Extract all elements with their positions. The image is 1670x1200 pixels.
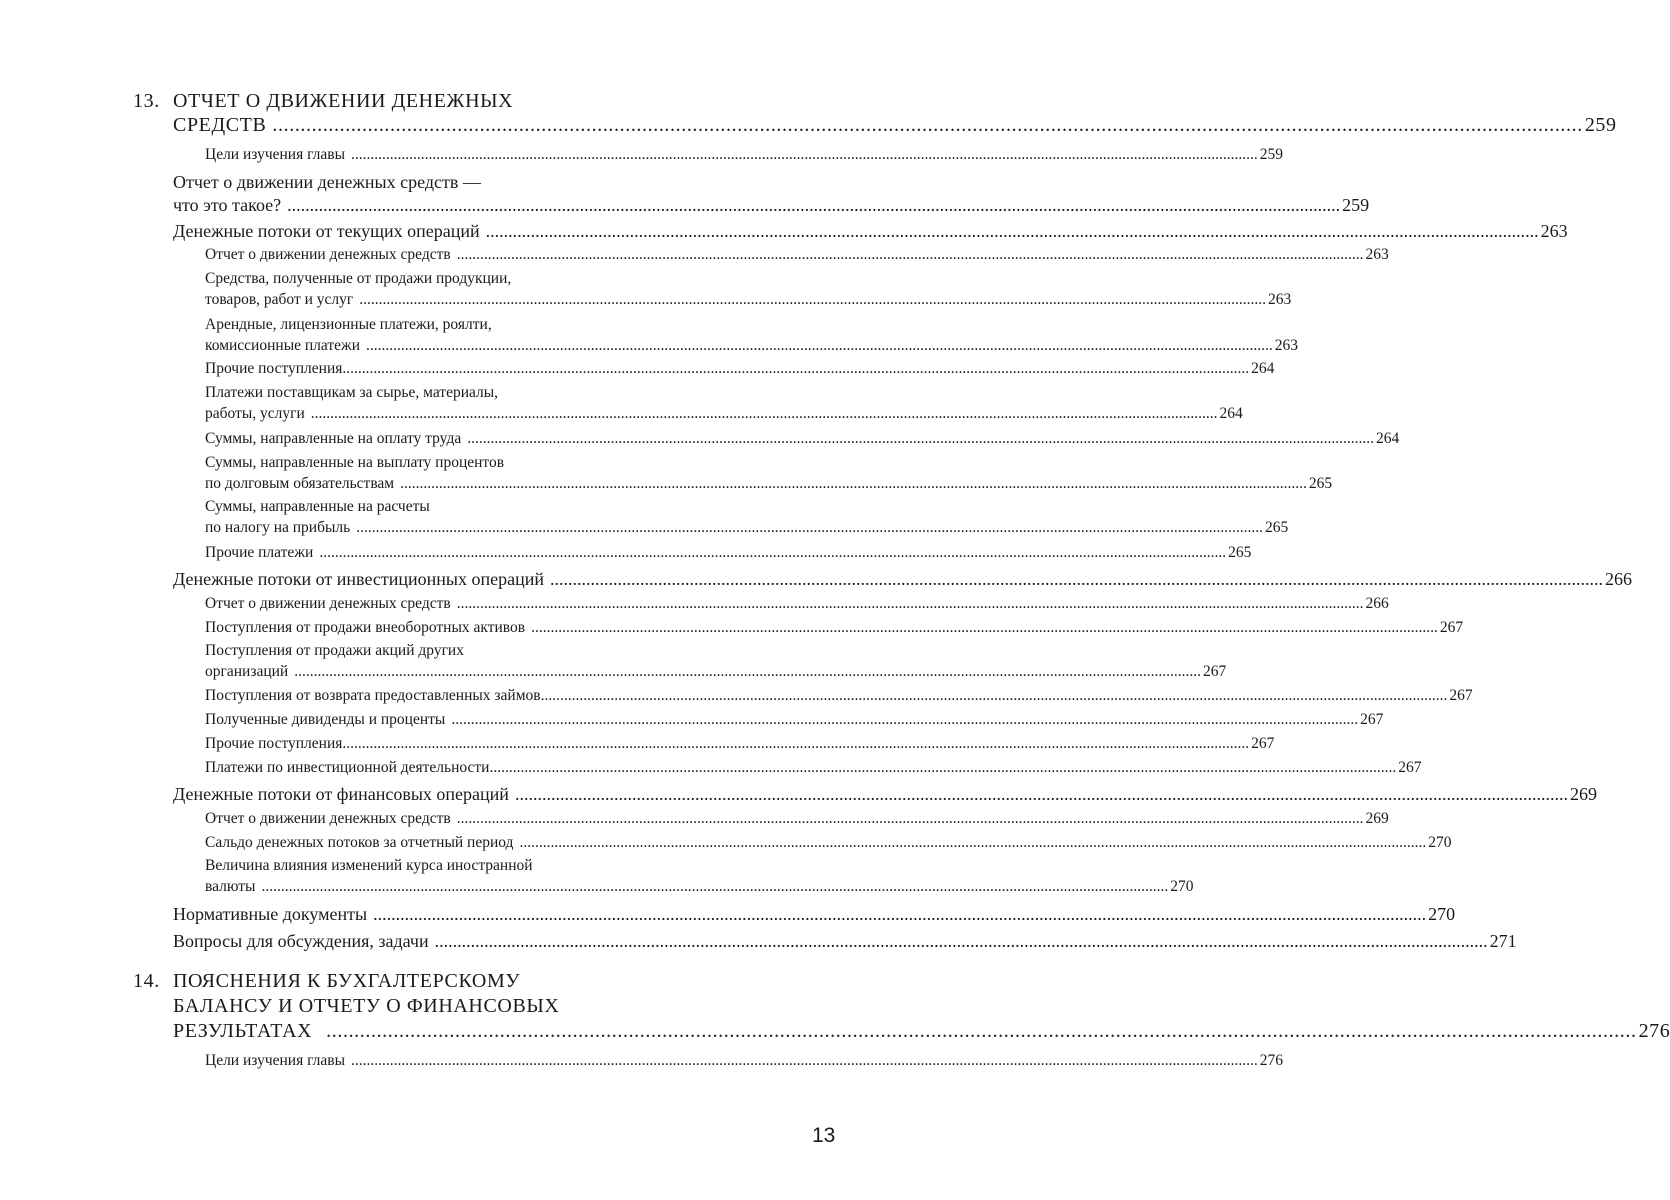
toc-entry: Суммы, направленные на оплату труда .......................................................................................................................................................................................................................................... 264 xyxy=(205,430,1400,447)
chapter-number: 14. xyxy=(133,970,160,992)
toc-entry: Величина влияния изменений курса иностранной валюты .......................................................................................................................................................................................................................................... 270 xyxy=(205,857,1194,895)
toc-entry: Прочие поступления .......................................................................................................................................................................................................................................... 267 xyxy=(205,735,1275,752)
toc-entry: Платежи поставщикам за сырье, материалы, работы, услуги .......................................................................................................................................................................................................................................... 264 xyxy=(205,384,1243,422)
chapter-title-line3: РЕЗУЛЬТАТАХ xyxy=(173,1020,313,1042)
toc-entry: Полученные дивиденды и проценты .......................................................................................................................................................................................................................................... 267 xyxy=(205,711,1384,728)
chapter-14 xyxy=(0,970,1670,1048)
toc-entry: Поступления от продажи акций других организаций .......................................................................................................................................................................................................................................... 267 xyxy=(205,642,1227,680)
toc-entry: Денежные потоки от финансовых операций .......................................................................................................................................................................................................................................... 269 xyxy=(173,784,1597,804)
toc-entry: Сальдо денежных потоков за отчетный период .......................................................................................................................................................................................................................................... 270 xyxy=(205,834,1452,851)
chapter-title-row xyxy=(173,1020,1670,1046)
toc-entry: Суммы, направленные на выплату процентов по долговым обязательствам .......................................................................................................................................................................................................................................... 265 xyxy=(205,454,1333,492)
toc-entry: Отчет о движении денежных средств — что это такое? .......................................................................................................................................................................................................................................... 259 xyxy=(173,172,1370,215)
chapter-title-line2: СРЕДСТВ xyxy=(173,114,267,136)
toc-entry: Вопросы для обсуждения, задачи .......................................................................................................................................................................................................................................... 271 xyxy=(173,931,1517,951)
toc-entry: Суммы, направленные на расчеты по налогу на прибыль .......................................................................................................................................................................................................................................... 265 xyxy=(205,498,1289,536)
chapter-title-row xyxy=(173,114,1617,140)
chapter-title-line1: ОТЧЕТ О ДВИЖЕНИИ ДЕНЕЖНЫХ xyxy=(173,90,514,112)
toc-entry: Нормативные документы .......................................................................................................................................................................................................................................... 270 xyxy=(173,904,1456,924)
toc-entry: Отчет о движении денежных средств .......................................................................................................................................................................................................................................... 269 xyxy=(205,810,1389,827)
toc-entry: Денежные потоки от текущих операций .......................................................................................................................................................................................................................................... 263 xyxy=(173,221,1568,241)
chapter-title-line1: ПОЯСНЕНИЯ К БУХГАЛТЕРСКОМУ xyxy=(173,970,521,992)
toc-entry: Денежные потоки от инвестиционных операций .......................................................................................................................................................................................................................................... 266 xyxy=(173,569,1633,589)
toc-entry: Цели изучения главы .......................................................................................................................................................................................................................................... 276 xyxy=(205,1052,1284,1069)
toc-entry: Платежи по инвестиционной деятельности .......................................................................................................................................................................................................................................... 267 xyxy=(205,759,1422,776)
toc-entry: Отчет о движении денежных средств .......................................................................................................................................................................................................................................... 263 xyxy=(205,246,1389,263)
toc-entry: Цели изучения главы .......................................................................................................................................................................................................................................... 259 xyxy=(205,146,1284,163)
dot-leader: .......................................................................................................................................................................................................................................... xyxy=(272,114,1583,136)
toc-entry: Поступления от возврата предоставленных займов .......................................................................................................................................................................................................................................... 267 xyxy=(205,687,1473,704)
toc-entry: Прочие платежи .......................................................................................................................................................................................................................................... 265 xyxy=(205,544,1252,561)
chapter-title-line2: БАЛАНСУ И ОТЧЕТУ О ФИНАНСОВЫХ xyxy=(173,995,560,1017)
dot-leader: .......................................................................................................................................................................................................................................... xyxy=(326,1020,1637,1042)
toc-entry: Поступления от продажи внеоборотных активов .......................................................................................................................................................................................................................................... 267 xyxy=(205,619,1464,636)
chapter-number: 13. xyxy=(133,90,160,112)
page-number: 13 xyxy=(812,1124,836,1147)
toc-entry: Прочие поступления .......................................................................................................................................................................................................................................... 264 xyxy=(205,360,1275,377)
chapter-13 xyxy=(0,90,1617,142)
page-ref: 276 xyxy=(1638,1020,1670,1042)
toc-entry: Средства, полученные от продажи продукции, товаров, работ и услуг .......................................................................................................................................................................................................................................... 263 xyxy=(205,270,1292,308)
toc-entry: Отчет о движении денежных средств .......................................................................................................................................................................................................................................... 266 xyxy=(205,595,1389,612)
toc-entry: Арендные, лицензионные платежи, роялти, комиссионные платежи .......................................................................................................................................................................................................................................... 263 xyxy=(205,316,1299,354)
page-ref: 259 xyxy=(1584,114,1617,136)
